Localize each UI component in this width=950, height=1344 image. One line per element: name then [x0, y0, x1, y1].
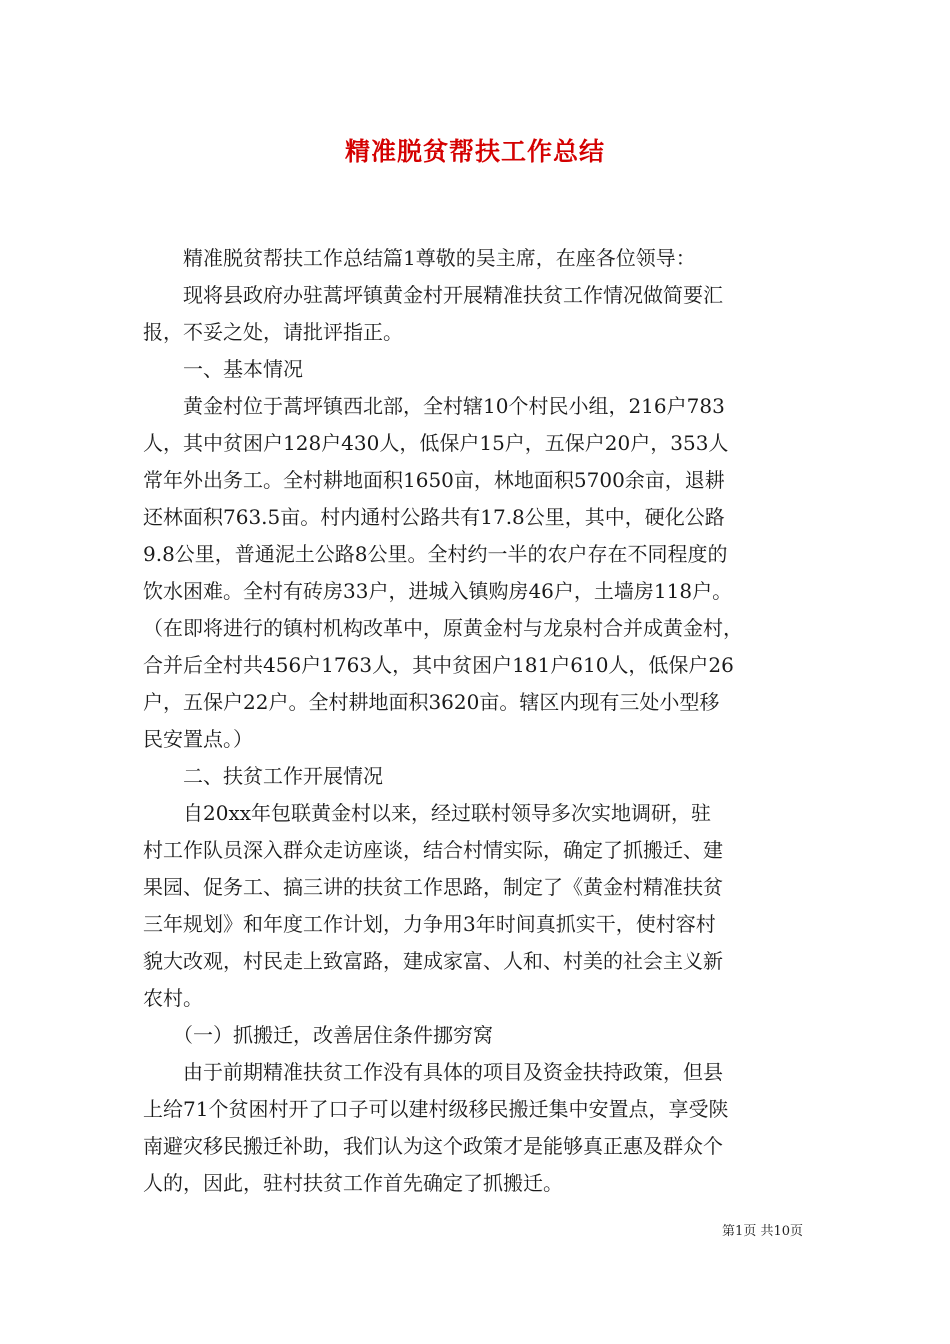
paragraph-line: 现将县政府办驻蒿坪镇黄金村开展精准扶贫工作情况做简要汇: [143, 283, 723, 307]
paragraph-line: 三年规划》和年度工作计划，力争用3年时间真抓实干，使村容村: [143, 912, 716, 936]
paragraph-line: 由于前期精准扶贫工作没有具体的项目及资金扶持政策，但县: [143, 1060, 723, 1084]
paragraph-line: 报，不妥之处，请批评指正。: [143, 320, 403, 344]
paragraph-line: 果园、促务工、搞三讲的扶贫工作思路，制定了《黄金村精准扶贫: [143, 875, 723, 899]
subsection-heading: （一）抓搬迁，改善居住条件挪穷窝: [143, 1023, 493, 1047]
paragraph-line: 人，其中贫困户128户430人，低保户15户，五保户20户，353人: [143, 431, 729, 455]
paragraph-line: 还林面积763.5亩。村内通村公路共有17.8公里，其中，硬化公路: [143, 505, 725, 529]
paragraph-line: 貌大改观，村民走上致富路，建成家富、人和、村美的社会主义新: [143, 949, 723, 973]
paragraph-line: 户，五保户22户。全村耕地面积3620亩。辖区内现有三处小型移: [143, 690, 720, 714]
paragraph-line: （在即将进行的镇村机构改革中，原黄金村与龙泉村合并成黄金村，: [143, 616, 743, 640]
paragraph-line: 上给71个贫困村开了口子可以建村级移民搬迁集中安置点，享受陕: [143, 1097, 729, 1121]
document-title: 精准脱贫帮扶工作总结: [344, 137, 605, 166]
section-heading: 一、基本情况: [143, 357, 303, 381]
paragraph-line: 村工作队员深入群众走访座谈，结合村情实际，确定了抓搬迁、建: [143, 838, 723, 862]
paragraph-line: 民安置点。）: [143, 727, 253, 751]
paragraph-line: 自20xx年包联黄金村以来，经过联村领导多次实地调研，驻: [143, 801, 712, 825]
paragraph-line: 常年外出务工。全村耕地面积1650亩，林地面积5700余亩，退耕: [143, 468, 725, 492]
paragraph-line: 南避灾移民搬迁补助，我们认为这个政策才是能够真正惠及群众个: [143, 1134, 723, 1158]
paragraph-line: 合并后全村共456户1763人，其中贫困户181户610人，低保户26: [143, 653, 734, 677]
paragraph-line: 饮水困难。全村有砖房33户，进城入镇购房46户，土墙房118户。: [143, 579, 733, 603]
paragraph-line: 人的，因此，驻村扶贫工作首先确定了抓搬迁。: [143, 1171, 563, 1195]
paragraph-line: 精准脱贫帮扶工作总结篇1尊敬的吴主席，在座各位领导：: [143, 246, 696, 270]
paragraph-line: 黄金村位于蒿坪镇西北部，全村辖10个村民小组，216户783: [143, 394, 725, 418]
paragraph-line: 农村。: [143, 986, 203, 1010]
section-heading: 二、扶贫工作开展情况: [143, 764, 383, 788]
paragraph-line: 9.8公里，普通泥土公路8公里。全村约一半的农户存在不同程度的: [143, 542, 728, 566]
page-number-footer: 第1页 共10页: [722, 1224, 803, 1239]
